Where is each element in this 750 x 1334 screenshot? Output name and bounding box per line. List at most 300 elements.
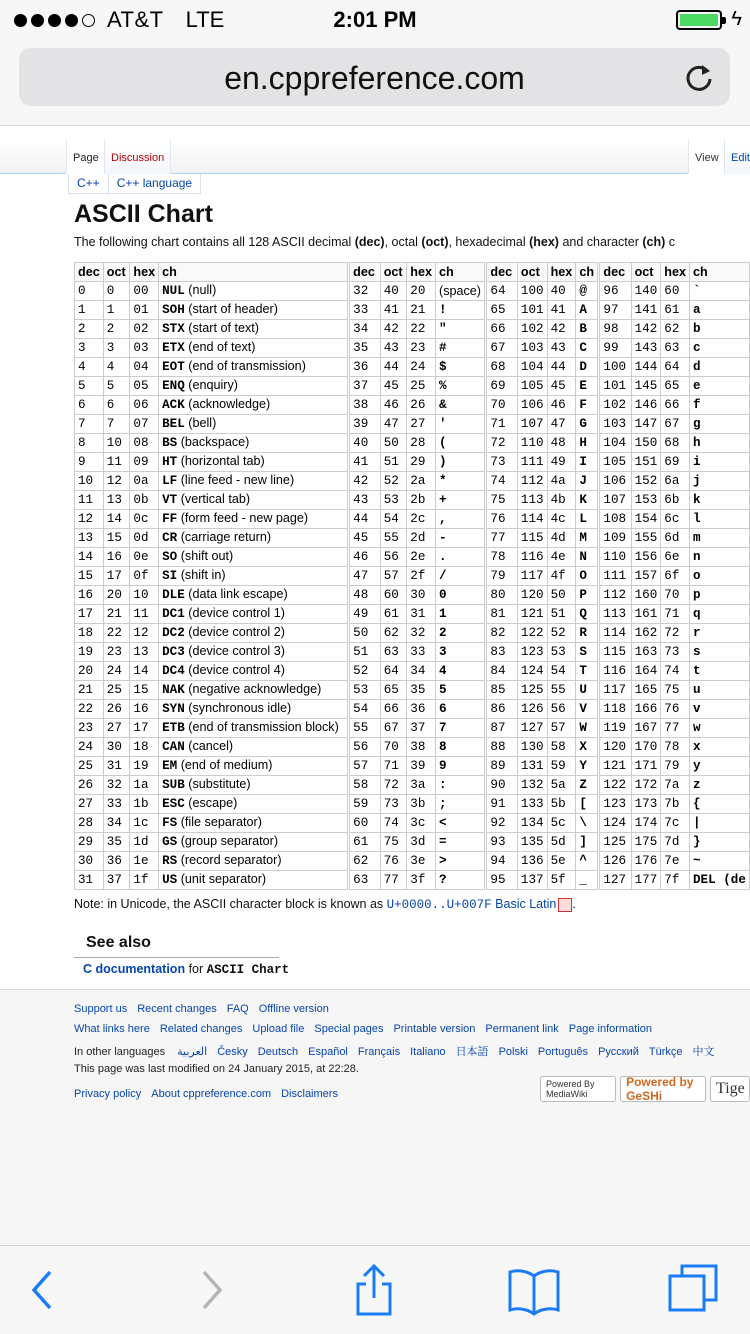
back-arrow-icon[interactable] [14, 1262, 70, 1318]
table-cell: 13 [130, 643, 159, 662]
table-cell: N [576, 548, 598, 567]
table-cell: 47 [380, 415, 407, 434]
table-cell: 11 [103, 453, 130, 472]
table-cell: 153 [631, 491, 661, 510]
table-cell [159, 833, 348, 852]
table-cell: = [436, 833, 485, 852]
table-cell: 48 [350, 586, 381, 605]
table-cell: 126 [517, 700, 547, 719]
table-cell [159, 719, 348, 738]
table-cell: 101 [600, 377, 631, 396]
table-cell: 62 [350, 852, 381, 871]
table-cell: 6 [103, 396, 130, 415]
table-cell: 09 [130, 453, 159, 472]
table-row [75, 377, 750, 396]
table-row [75, 833, 750, 852]
table-cell: 17 [130, 719, 159, 738]
table-cell: 7f [661, 871, 690, 890]
table-cell: W [576, 719, 598, 738]
table-cell: 51 [350, 643, 381, 662]
table-cell: 103 [600, 415, 631, 434]
table-cell: 15 [130, 681, 159, 700]
table-cell: 6a [661, 472, 690, 491]
control-desc: (group separator) [177, 834, 279, 848]
table-cell: 166 [631, 700, 661, 719]
table-cell: 57 [350, 757, 381, 776]
table-cell: 105 [517, 377, 547, 396]
table-cell: 123 [517, 643, 547, 662]
table-cell: 30 [103, 738, 130, 757]
footer-link[interactable]: What links here [74, 1023, 150, 1035]
footer-link[interactable]: Offline version [258, 1003, 329, 1015]
control-abbrev: FS [162, 816, 178, 830]
table-cell: 106 [600, 472, 631, 491]
table-cell: 4 [103, 358, 130, 377]
intro-part: The following chart contains all 128 ASCII decimal [74, 235, 355, 249]
share-icon[interactable] [346, 1262, 402, 1318]
table-cell: q [689, 605, 749, 624]
table-cell: l [689, 510, 749, 529]
table-cell: 31 [75, 871, 104, 890]
table-cell: 118 [600, 700, 631, 719]
control-desc: (shift in) [177, 568, 226, 582]
table-cell: Q [576, 605, 598, 624]
table-cell: 120 [517, 586, 547, 605]
table-cell: 27 [75, 795, 104, 814]
control-abbrev: CR [162, 531, 178, 545]
table-cell: K [576, 491, 598, 510]
table-cell: 105 [600, 453, 631, 472]
table-cell: 0 [103, 282, 130, 301]
table-cell: 123 [600, 795, 631, 814]
table-cell: 85 [487, 681, 518, 700]
table-cell: L [576, 510, 598, 529]
table-cell: 172 [631, 776, 661, 795]
table-cell: m [689, 529, 749, 548]
network-type: LTE [185, 7, 225, 32]
table-cell: ^ [576, 852, 598, 871]
table-cell: { [689, 795, 749, 814]
table-cell: 42 [380, 320, 407, 339]
table-cell: 154 [631, 510, 661, 529]
table-cell: 30 [75, 852, 104, 871]
see-also-code: ASCII Chart [206, 963, 290, 977]
table-cell: 40 [547, 282, 576, 301]
table-cell: 12 [130, 624, 159, 643]
footer-link[interactable]: Türkçe [648, 1046, 683, 1058]
table-cell: 53 [547, 643, 576, 662]
table-cell: 114 [517, 510, 547, 529]
table-cell: 55 [547, 681, 576, 700]
table-row [75, 339, 750, 358]
control-desc: (start of text) [184, 321, 259, 335]
footer-link[interactable]: 日本語 [455, 1046, 489, 1058]
table-cell: 11 [75, 491, 104, 510]
table-cell: x [689, 738, 749, 757]
table-cell: 93 [487, 833, 518, 852]
mediawiki-badge[interactable]: Powered By MediaWiki [540, 1076, 616, 1102]
table-cell: 50 [547, 586, 576, 605]
breadcrumb-cpp-language[interactable]: C++ language [109, 174, 201, 194]
tab-view[interactable]: View [688, 140, 726, 174]
table-cell: B [576, 320, 598, 339]
tab-discussion[interactable]: Discussion [104, 140, 171, 174]
table-cell: 45 [380, 377, 407, 396]
table-cell: 56 [350, 738, 381, 757]
table-cell: 68 [661, 434, 690, 453]
table-cell: ! [436, 301, 485, 320]
footer-link[interactable]: Français [357, 1046, 401, 1058]
footer-link[interactable]: Privacy policy [74, 1088, 142, 1100]
table-cell: 72 [380, 776, 407, 795]
geshi-badge[interactable]: Powered by GeSHi [620, 1076, 706, 1102]
table-cell [159, 491, 348, 510]
table-row [75, 738, 750, 757]
table-row [75, 643, 750, 662]
url-field[interactable] [19, 48, 730, 106]
table-cell: 61 [380, 605, 407, 624]
table-row [75, 871, 750, 890]
table-cell: 9 [75, 453, 104, 472]
table-cell: 136 [517, 852, 547, 871]
control-desc: (carriage return) [177, 530, 272, 544]
table-cell: 152 [631, 472, 661, 491]
control-abbrev: FF [162, 512, 178, 526]
table-cell: 146 [631, 396, 661, 415]
footer-link[interactable]: Permanent link [485, 1023, 559, 1035]
table-cell: 126 [600, 852, 631, 871]
table-cell: 3 [103, 339, 130, 358]
table-cell: 1a [130, 776, 159, 795]
table-cell: 95 [487, 871, 518, 890]
table-cell: 2a [407, 472, 436, 491]
table-cell: : [436, 776, 485, 795]
table-cell: 38 [407, 738, 436, 757]
table-cell: 8 [75, 434, 104, 453]
table-cell: 174 [631, 814, 661, 833]
table-cell: | [689, 814, 749, 833]
table-cell: w [689, 719, 749, 738]
table-cell: 14 [75, 548, 104, 567]
control-abbrev: GS [162, 835, 178, 849]
column-header: dec [600, 263, 631, 282]
table-cell: 71 [380, 757, 407, 776]
tiger-badge[interactable]: Tige [710, 1076, 750, 1102]
table-cell: 36 [103, 852, 130, 871]
see-also-text: for [185, 962, 207, 976]
column-header: hex [407, 263, 436, 282]
footer-link[interactable]: Português [537, 1046, 589, 1058]
table-cell: 141 [631, 301, 661, 320]
table-cell [159, 396, 348, 415]
table-cell: 10 [75, 472, 104, 491]
table-cell: U [576, 681, 598, 700]
table-cell: 0f [130, 567, 159, 586]
table-cell: 121 [517, 605, 547, 624]
table-cell: 31 [103, 757, 130, 776]
table-cell: 110 [517, 434, 547, 453]
table-cell: 92 [487, 814, 518, 833]
table-cell: 5c [547, 814, 576, 833]
see-also-heading: See also [86, 934, 151, 951]
table-cell: 120 [600, 738, 631, 757]
table-cell: 124 [600, 814, 631, 833]
bookmarks-icon[interactable] [506, 1262, 562, 1318]
footer-link[interactable]: Page information [568, 1023, 652, 1035]
table-cell: 109 [600, 529, 631, 548]
table-cell: 0e [130, 548, 159, 567]
table-cell: b [689, 320, 749, 339]
table-cell: 70 [487, 396, 518, 415]
table-cell: 112 [600, 586, 631, 605]
table-row [75, 700, 750, 719]
table-cell: 19 [130, 757, 159, 776]
table-cell: 155 [631, 529, 661, 548]
table-cell [159, 662, 348, 681]
table-cell: ` [689, 282, 749, 301]
table-row [75, 852, 750, 871]
table-cell: 62 [380, 624, 407, 643]
table-cell: 100 [600, 358, 631, 377]
table-cell: 113 [517, 491, 547, 510]
table-cell: 9 [436, 757, 485, 776]
table-cell: & [436, 396, 485, 415]
control-desc: (enquiry) [184, 378, 238, 392]
table-row [75, 586, 750, 605]
table-cell: 7 [436, 719, 485, 738]
footer-links-row [74, 1003, 339, 1015]
table-cell: < [436, 814, 485, 833]
column-header: ch [576, 263, 598, 282]
table-cell: r [689, 624, 749, 643]
table-cell: 15 [75, 567, 104, 586]
tab-page[interactable]: Page [66, 140, 106, 174]
footer-link[interactable]: العربية [177, 1046, 208, 1058]
footer-link[interactable]: About cppreference.com [151, 1088, 272, 1100]
table-cell: 0a [130, 472, 159, 491]
table-cell: 08 [130, 434, 159, 453]
table-cell: 2f [407, 567, 436, 586]
unicode-note [74, 897, 576, 912]
footer-link[interactable]: Support us [74, 1003, 128, 1015]
table-cell: 4b [547, 491, 576, 510]
reload-icon[interactable] [682, 60, 716, 94]
table-cell: 34 [103, 814, 130, 833]
table-cell: 65 [661, 377, 690, 396]
table-cell: 122 [517, 624, 547, 643]
table-cell: 50 [350, 624, 381, 643]
table-cell: 82 [487, 624, 518, 643]
footer-link[interactable]: Upload file [252, 1023, 305, 1035]
note-code-link[interactable]: U+0000..U+007F [386, 898, 492, 912]
table-cell: R [576, 624, 598, 643]
table-cell: 5 [103, 377, 130, 396]
table-cell: 25 [407, 377, 436, 396]
control-desc: (null) [184, 283, 217, 297]
c-documentation-link[interactable]: C documentation [83, 962, 186, 976]
table-cell: 6e [661, 548, 690, 567]
table-cell: 73 [380, 795, 407, 814]
table-cell: } [689, 833, 749, 852]
page-title: ASCII Chart [74, 200, 213, 228]
table-cell: 124 [517, 662, 547, 681]
table-cell: 2d [407, 529, 436, 548]
footer-link[interactable]: Recent changes [137, 1003, 217, 1015]
tabs-icon[interactable] [666, 1262, 722, 1318]
footer-link[interactable]: Deutsch [257, 1046, 299, 1058]
footer-link[interactable]: Special pages [314, 1023, 384, 1035]
basic-latin-link[interactable]: Basic Latin [491, 897, 557, 911]
table-cell: 66 [380, 700, 407, 719]
table-cell: 21 [75, 681, 104, 700]
footer-link[interactable]: Polski [498, 1046, 528, 1058]
table-cell: 59 [350, 795, 381, 814]
footer-link[interactable]: Italiano [410, 1046, 446, 1058]
table-cell: 50 [380, 434, 407, 453]
table-row [75, 415, 750, 434]
footer-link[interactable]: 中文 [692, 1046, 715, 1058]
table-cell: 22 [75, 700, 104, 719]
table-cell: I [576, 453, 598, 472]
table-cell [159, 529, 348, 548]
control-abbrev: RS [162, 854, 178, 868]
breadcrumb-cpp[interactable]: C++ [68, 174, 109, 194]
table-cell: 75 [661, 681, 690, 700]
control-abbrev: US [162, 873, 178, 887]
table-cell: 132 [517, 776, 547, 795]
table-row [75, 814, 750, 833]
table-cell: 34 [407, 662, 436, 681]
table-cell [159, 320, 348, 339]
footer-link[interactable]: Printable version [393, 1023, 476, 1035]
table-cell: 56 [547, 700, 576, 719]
table-cell: 156 [631, 548, 661, 567]
table-cell: 58 [547, 738, 576, 757]
site-logo-fragment [86, 126, 236, 128]
table-cell: 5 [75, 377, 104, 396]
column-header: ch [689, 263, 749, 282]
table-cell: 7b [661, 795, 690, 814]
table-cell: 96 [600, 282, 631, 301]
table-cell: 11 [130, 605, 159, 624]
table-cell: 78 [661, 738, 690, 757]
table-cell: 67 [380, 719, 407, 738]
table-cell: 28 [75, 814, 104, 833]
table-cell: 13 [75, 529, 104, 548]
table-cell: 14 [130, 662, 159, 681]
column-header: oct [103, 263, 130, 282]
forward-arrow-icon[interactable] [184, 1262, 240, 1318]
table-cell: 3f [407, 871, 436, 890]
intro-part: and character [558, 235, 643, 249]
table-cell: 63 [350, 871, 381, 890]
control-desc: (end of transmission) [184, 359, 306, 373]
table-cell: 29 [407, 453, 436, 472]
table-cell: > [436, 852, 485, 871]
table-cell: 46 [547, 396, 576, 415]
browser-toolbar [0, 1245, 750, 1334]
table-cell [159, 282, 348, 301]
table-cell: \ [576, 814, 598, 833]
table-cell: 24 [75, 738, 104, 757]
control-abbrev: NAK [162, 683, 185, 697]
table-cell [159, 548, 348, 567]
control-desc: (substitute) [184, 777, 251, 791]
tab-edit[interactable]: Edit [724, 140, 750, 174]
table-cell: 2c [407, 510, 436, 529]
table-row [75, 453, 750, 472]
table-cell: DEL (de [689, 871, 749, 890]
table-cell: A [576, 301, 598, 320]
footer-link[interactable]: Русский [598, 1046, 639, 1058]
table-cell: 162 [631, 624, 661, 643]
table-cell: 61 [661, 301, 690, 320]
table-cell: 103 [517, 339, 547, 358]
control-abbrev: DC2 [162, 626, 185, 640]
table-cell: 176 [631, 852, 661, 871]
control-abbrev: DLE [162, 588, 185, 602]
table-cell: 134 [517, 814, 547, 833]
footer-link[interactable]: Disclaimers [281, 1088, 338, 1100]
table-cell: o [689, 567, 749, 586]
control-abbrev: SI [162, 569, 178, 583]
control-abbrev: NUL [162, 284, 185, 298]
table-cell: v [689, 700, 749, 719]
table-cell: 111 [517, 453, 547, 472]
table-cell: 40 [350, 434, 381, 453]
table-cell: h [689, 434, 749, 453]
table-cell: + [436, 491, 485, 510]
table-cell: 49 [350, 605, 381, 624]
table-cell: 43 [350, 491, 381, 510]
table-cell: 22 [103, 624, 130, 643]
control-desc: (start of header) [184, 302, 278, 316]
table-cell: 17 [75, 605, 104, 624]
table-cell: 7c [661, 814, 690, 833]
footer-link[interactable]: Related changes [159, 1023, 243, 1035]
control-abbrev: CAN [162, 740, 185, 754]
table-cell: 25 [75, 757, 104, 776]
table-cell: 47 [547, 415, 576, 434]
table-row [75, 567, 750, 586]
table-row [75, 719, 750, 738]
table-cell [159, 453, 348, 472]
table-cell: 4d [547, 529, 576, 548]
table-cell: 147 [631, 415, 661, 434]
table-cell [159, 871, 348, 890]
footer-link[interactable]: Česky [217, 1046, 248, 1058]
url-text[interactable]: en.cppreference.com [224, 60, 525, 96]
table-cell: 63 [661, 339, 690, 358]
table-cell: 4f [547, 567, 576, 586]
table-cell: 3c [407, 814, 436, 833]
footer-link[interactable]: Español [308, 1046, 348, 1058]
table-cell: 4 [75, 358, 104, 377]
footer-link[interactable]: FAQ [226, 1003, 249, 1015]
control-abbrev: HT [162, 455, 178, 469]
table-cell: " [436, 320, 485, 339]
table-cell: G [576, 415, 598, 434]
table-cell: 70 [661, 586, 690, 605]
table-cell: 75 [487, 491, 518, 510]
table-cell: 41 [547, 301, 576, 320]
table-cell [159, 738, 348, 757]
table-cell: 71 [487, 415, 518, 434]
table-cell: 55 [380, 529, 407, 548]
table-cell: 3 [75, 339, 104, 358]
table-cell: 151 [631, 453, 661, 472]
table-cell: 145 [631, 377, 661, 396]
